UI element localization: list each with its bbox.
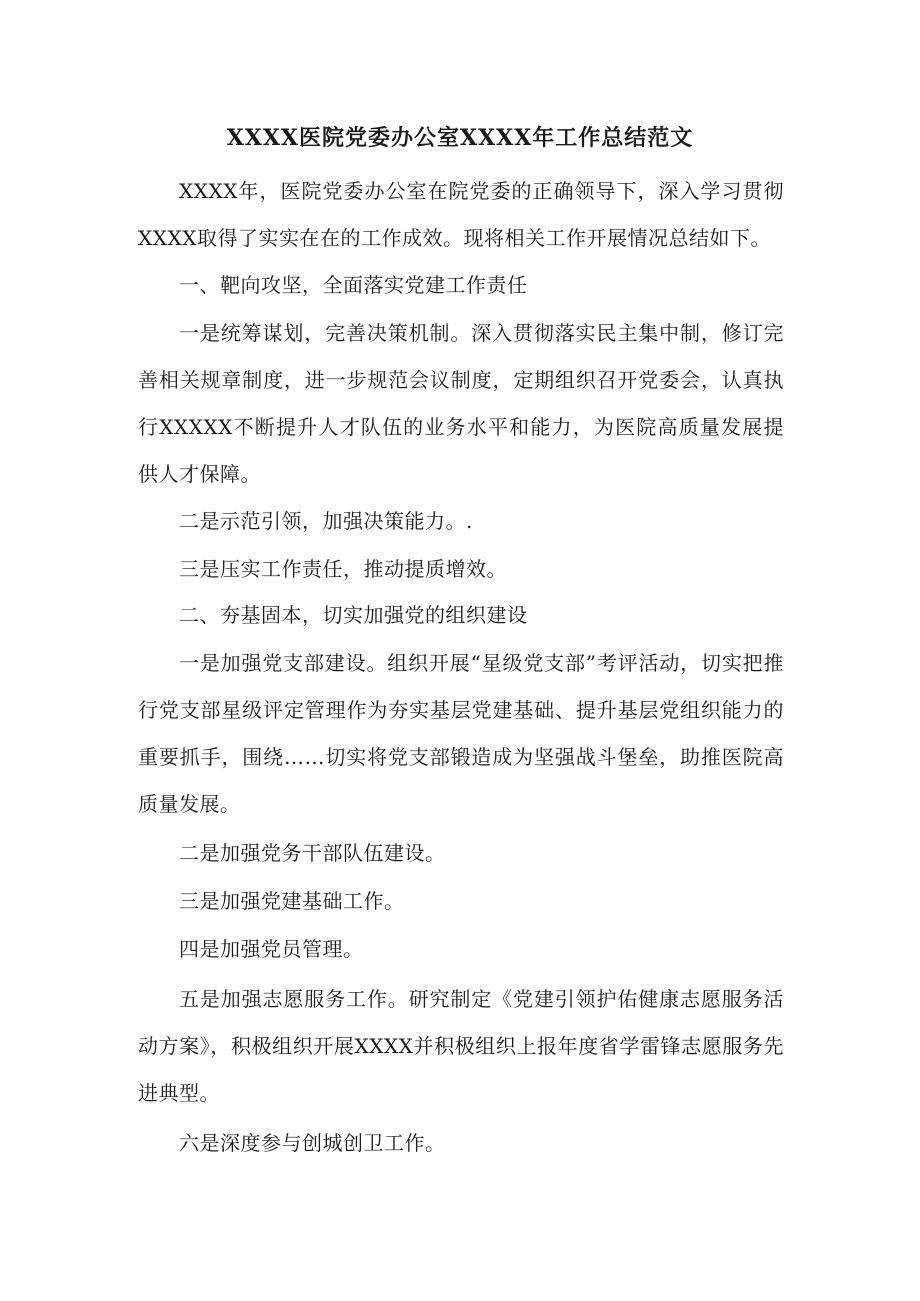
section-2-item-3: 三是加强党建基础工作。 [179,889,405,913]
section-heading-1: 一、靶向攻坚，全面落实党建工作责任 [179,273,528,297]
section-2-item-1: 一是加强党支部建设。组织开展“星级党支部”考评活动，切实把推行党支部星级评定管理作为夯实基层党建基础、提升基层党组织能力的重要抓手，围绕……切实将党支部锻造成为坚强战斗堡垒，助推医院高质量发展。 [138,651,784,816]
section-2-item-2: 二是加强党务干部队伍建设。 [179,841,446,865]
section-heading-2: 二、夯基固本，切实加强党的组织建设 [179,603,528,627]
intro-paragraph: XXXX年，医院党委办公室在院党委的正确领导下，深入学习贯彻XXXX取得了实实在在的工作成效。现将相关工作开展情况总结如下。 [138,179,784,250]
section-1-item-1: 一是统筹谋划，完善决策机制。深入贯彻落实民主集中制，修订完善相关规章制度，进一步规范会议制度，定期组织召开党委会，认真执行XXXXX不断提升人才队伍的业务水平和能力，为医院高质量发展提供人才保障。 [138,321,784,486]
section-1-item-3: 三是压实工作责任，推动提质增效。 [179,557,507,581]
section-2-item-5: 五是加强志愿服务工作。研究制定《党建引领护佑健康志愿服务活动方案》，积极组织开展XXXX并积极组织上报年度省学雷锋志愿服务先进典型。 [138,987,784,1105]
section-2-item-6: 六是深度参与创城创卫工作。 [179,1131,446,1155]
document-title: XXXX医院党委办公室XXXX年工作总结范文 [226,125,694,151]
section-2-item-4: 四是加强党员管理。 [179,937,364,961]
section-1-item-2: 二是示范引领，加强决策能力。. [179,509,473,533]
